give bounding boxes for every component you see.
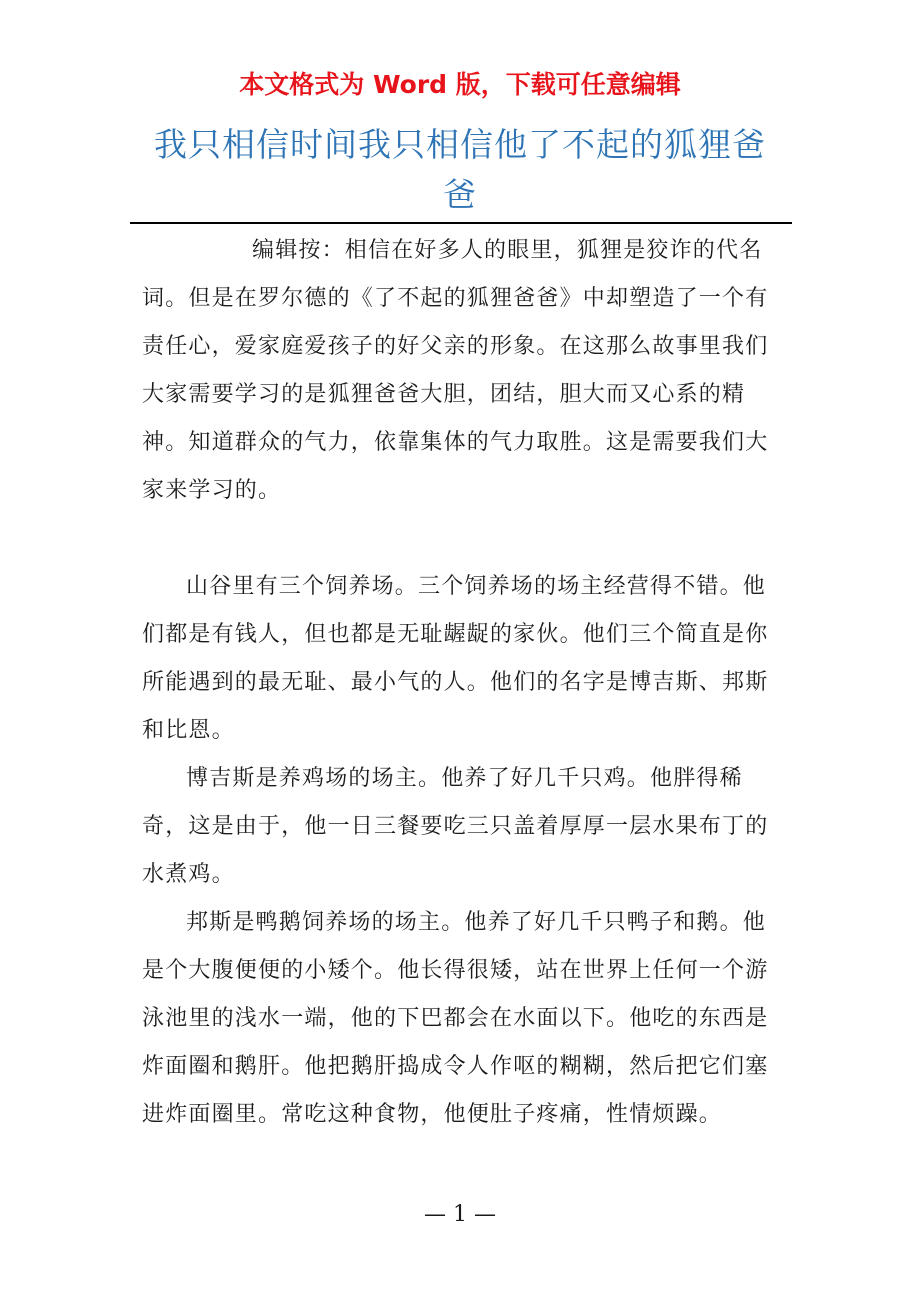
document-body xyxy=(142,227,776,1139)
paragraph-bunce: 邦斯是鸭鹅饲养场的场主。他养了好几千只鸭子和鹅。他是个大腹便便的小矮个。他长得很矮，站在世界上任何一个游泳池里的浅水一端，他的下巴都会在水面以下。他吃的东西是炸面圈和鹅肝。他把鹅肝捣成令人作呕的糊糊，然后把它们塞进炸面圈里。常吃这种食物，他便肚子疼痛，性情烦躁。 xyxy=(142,910,769,1127)
download-notice: 本文格式为 Word 版，下载可任意编辑 xyxy=(239,70,681,99)
paragraph-boggis: 博吉斯是养鸡场的场主。他养了好几千只鸡。他胖得稀奇，这是由于，他一日三餐要吃三只盖着厚厚一层水果布丁的水煮鸡。 xyxy=(142,766,769,887)
paragraph-valley-farms: 山谷里有三个饲养场。三个饲养场的场主经营得不错。他们都是有钱人，但也都是无耻龌龊的家伙。他们三个简直是你所能遇到的最无耻、最小气的人。他们的名字是博吉斯、邦斯和比恩。 xyxy=(142,574,769,743)
editor-note: 编辑按：相信在好多人的眼里，狐狸是狡诈的代名词。但是在罗尔德的《了不起的狐狸爸爸》中却塑造了一个有责任心，爱家庭爱孩子的好父亲的形象。在这那么故事里我们大家需要学习的是狐狸爸爸大胆，团结，胆大而又心系的精神。知道群众的气力，依靠集体的气力取胜。这是需要我们大家来学习的。 xyxy=(142,238,769,503)
title-divider xyxy=(130,222,792,224)
paragraph-gap xyxy=(142,515,776,563)
document-title: 我只相信时间我只相信他了不起的狐狸爸爸 xyxy=(154,125,766,214)
page-number: — 1 — xyxy=(424,1202,496,1227)
